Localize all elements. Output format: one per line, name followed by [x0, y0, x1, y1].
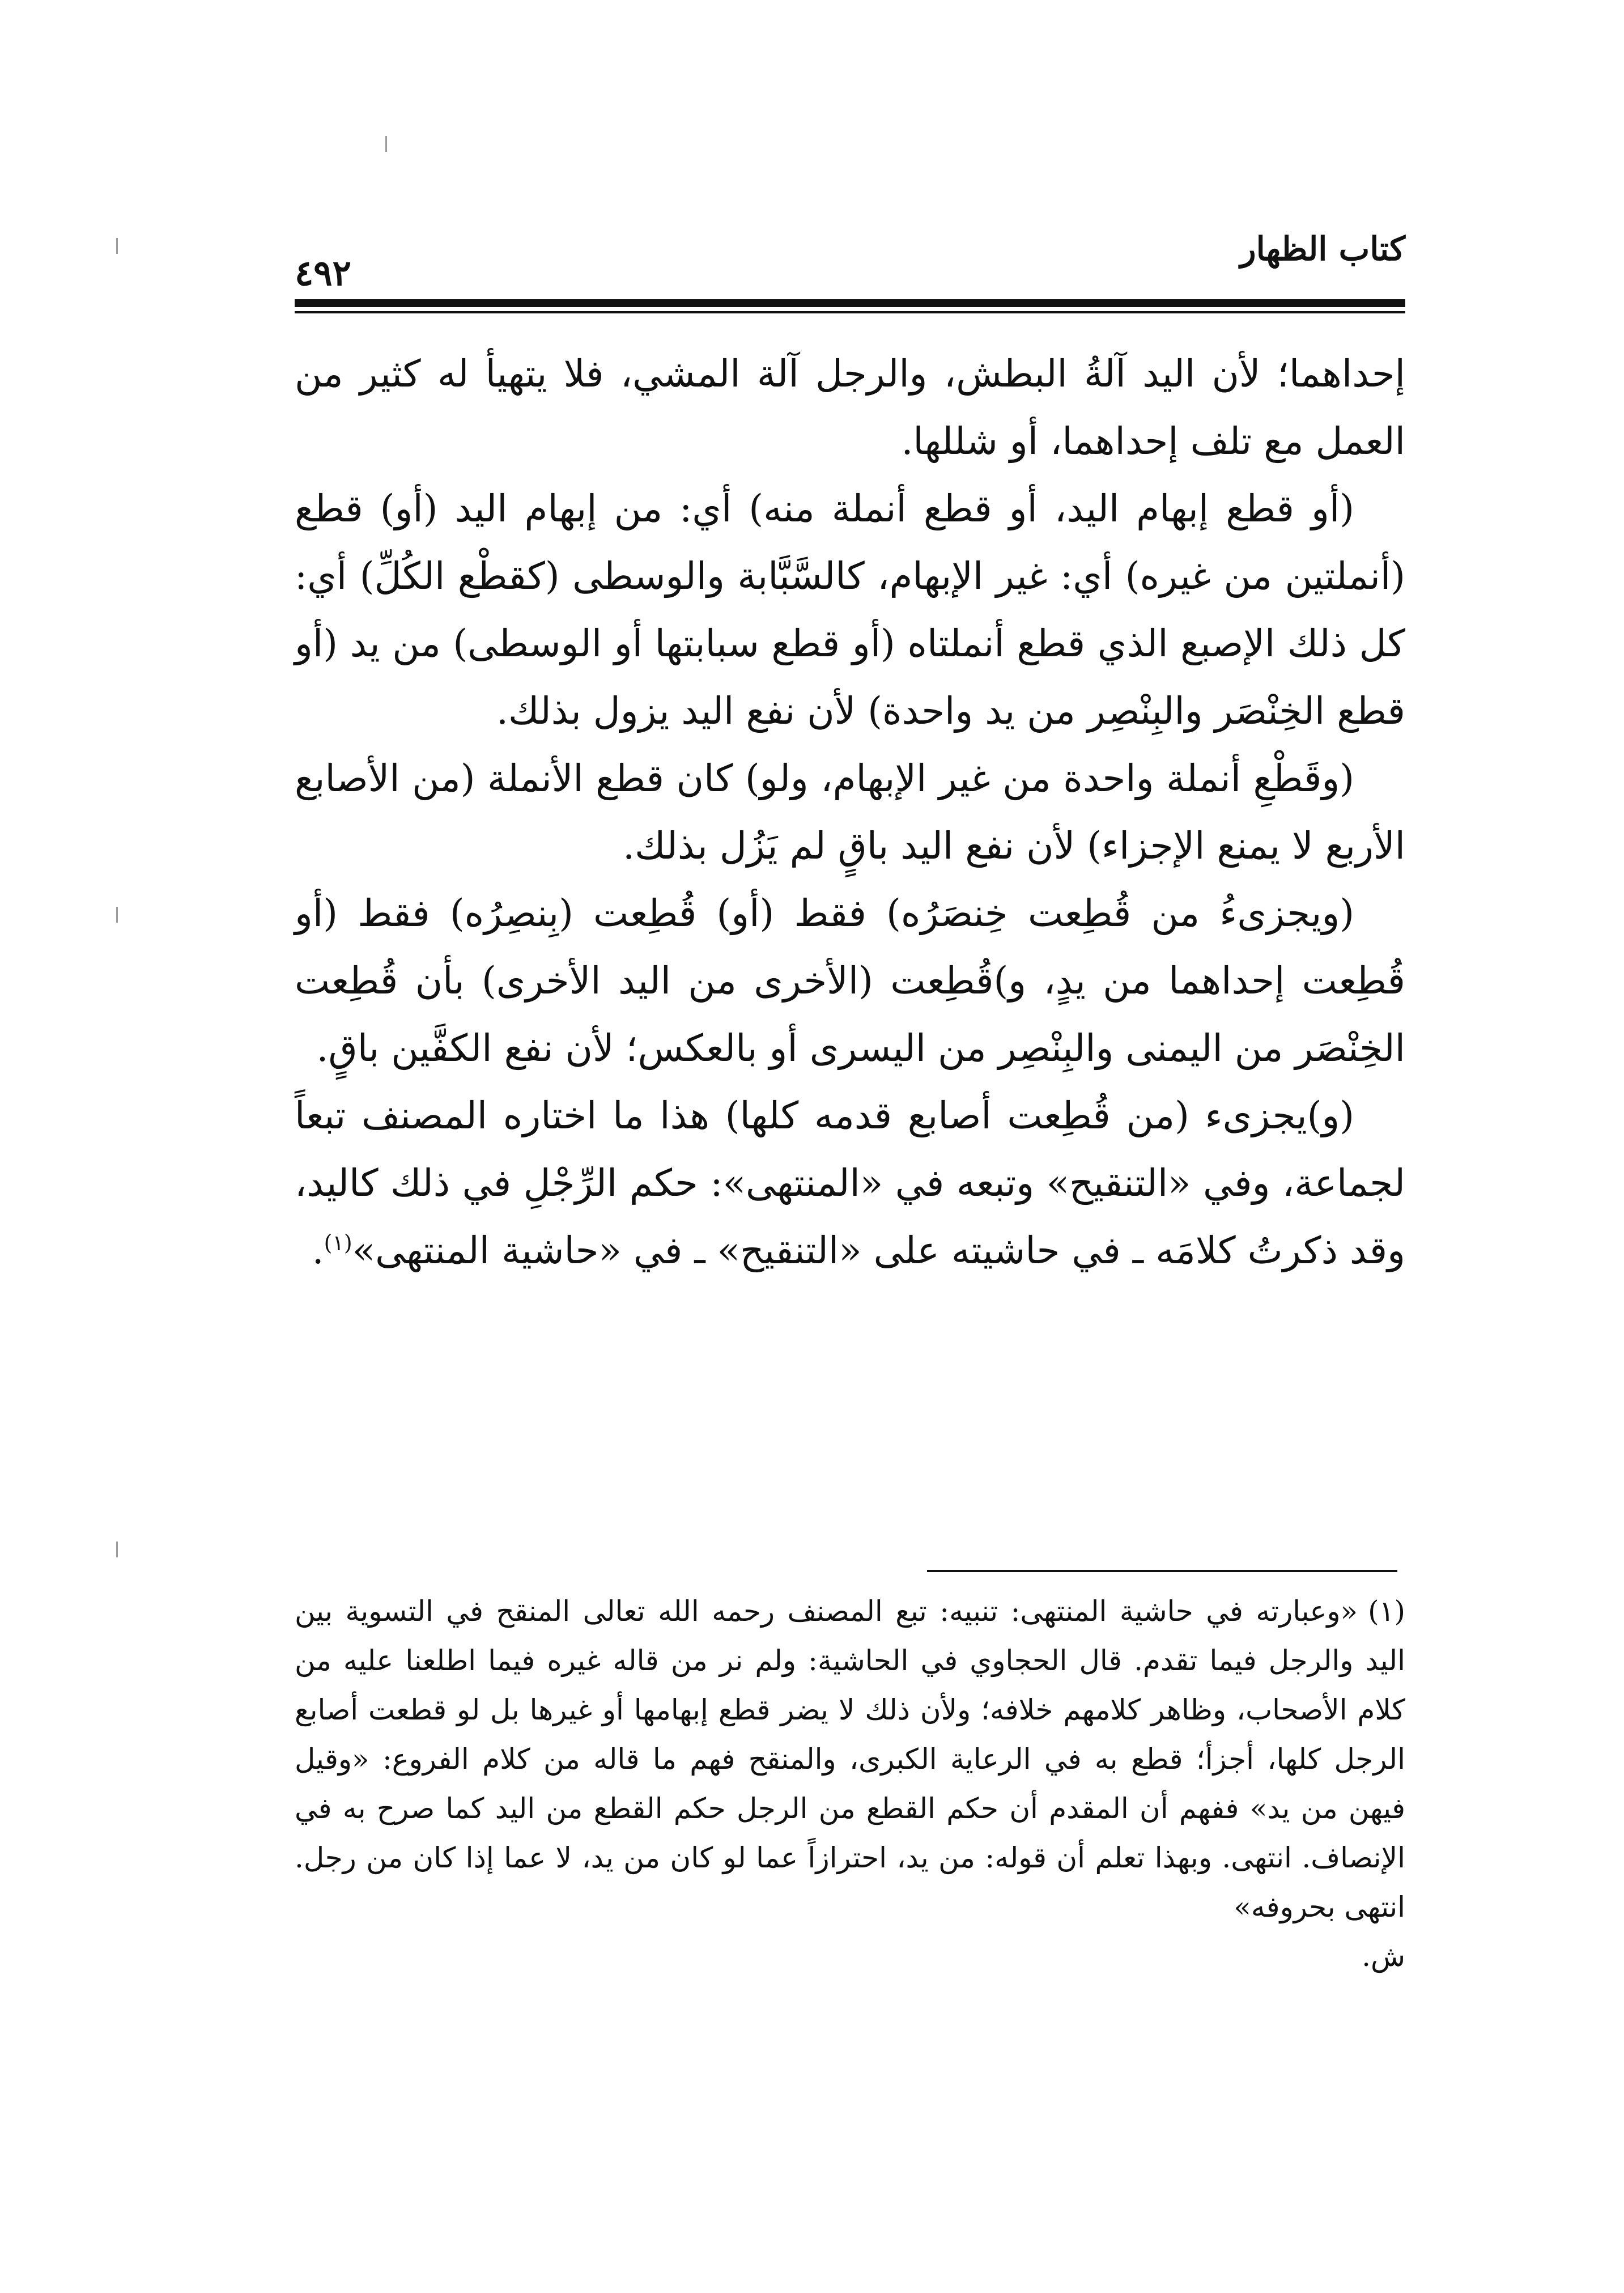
chapter-title: كتاب الظهار: [1240, 230, 1405, 268]
paragraph-last: [295, 1082, 1405, 1284]
page-number: ٤٩٢: [295, 252, 351, 294]
paragraph: (ويجزىءُ من قُطِعت خِنصَرُه) فقط (أو) قُطِعت (بِنصِرُه) فقط (أو قُطِعت إحداهما من يدٍ، و)قُطِعت (الأخرى من اليد الأخرى) بأن قُطِعت الخِنْصَر من اليمنى والبِنْصِر من اليسرى أو بالعكس؛ لأن نفع الكفَّين باقٍ.: [295, 891, 1405, 1070]
footnote-number: (١): [1368, 1595, 1405, 1628]
footnote-ref: (١): [324, 1230, 352, 1255]
scan-mark: [385, 136, 387, 152]
footnote-separator: [927, 1570, 1397, 1572]
footnote: [295, 1587, 1405, 1981]
paragraph: (أو قطع إبهام اليد، أو قطع أنملة منه) أي: من إبهام اليد (أو) قطع (أنملتين من غيره) أي: غير الإبهام، كالسَّبَّابة والوسطى (كقطْع الكُلِّ) أي: كل ذلك الإصبع الذي قطع أنملتاه (أو قطع سبابتها أو الوسطى) من يد (أو قطع الخِنْصَر والبِنْصِر من يد واحدة) لأن نفع اليد يزول بذلك.: [295, 487, 1406, 733]
paragraph: إحداهما؛ لأن اليد آلةُ البطش، والرجل آلة المشي، فلا يتهيأ له كثير من العمل مع تلف إحداهما، أو شللها.: [295, 352, 1406, 463]
paragraph: (وقَطْعِ أنملة واحدة من غير الإبهام، ولو) كان قطع الأنملة (من الأصابع الأربع لا يمنع الإجزاء) لأن نفع اليد باقٍ لم يَزُل بذلك.: [295, 757, 1405, 868]
closing-period: .: [312, 1229, 324, 1272]
running-header: [295, 230, 1405, 303]
scan-mark: [116, 1542, 118, 1557]
footnote-signature: ش.: [1362, 1940, 1405, 1973]
scan-mark: [116, 238, 118, 254]
header-rule-thin: [295, 311, 1405, 313]
header-rule-thick: [295, 299, 1405, 307]
main-text: [295, 340, 1405, 1284]
scan-mark: [116, 907, 118, 923]
footnote-body: [295, 1587, 1405, 1932]
footnote-text: «وعبارته في حاشية المنتهى: تنبيه: تبع المصنف رحمه الله تعالى المنقح في التسوية بين اليد والرجل فيما تقدم. قال الحجاوي في الحاشية: ولم نر من قاله غيره فيما اطلعنا عليه من كلام الأصحاب، وظاهر كلامهم خلافه؛ ولأن ذلك لا يضر قطع إبهامها أو غيرها بل لو قطعت أصابع الرجل كلها، أجزأ؛ قطع به في الرعاية الكبرى، والمنقح فهم ما قاله من كلام الفروع: «وقيل فيهن من يد» ففهم أن المقدم أن حكم القطع من الرجل حكم القطع من اليد كما صرح به في الإنصاف. انتهى. وبهذا تعلم أن قوله: من يد، احترازاً عما لو كان من يد، لا عما إذا كان من رجل. انتهى بحروفه»: [295, 1595, 1405, 1923]
paragraph-text: (و)يجزىء (من قُطِعت أصابع قدمه كلها) هذا ما اختاره المصنف تبعاً لجماعة، وفي «التنقيح» وتبعه في «المنتهى»: حكم الرِّجْلِ في ذلك كاليد، وقد ذكرتُ كلامَه ـ في حاشيته على «التنقيح» ـ في «حاشية المنتهى»: [295, 1094, 1405, 1272]
